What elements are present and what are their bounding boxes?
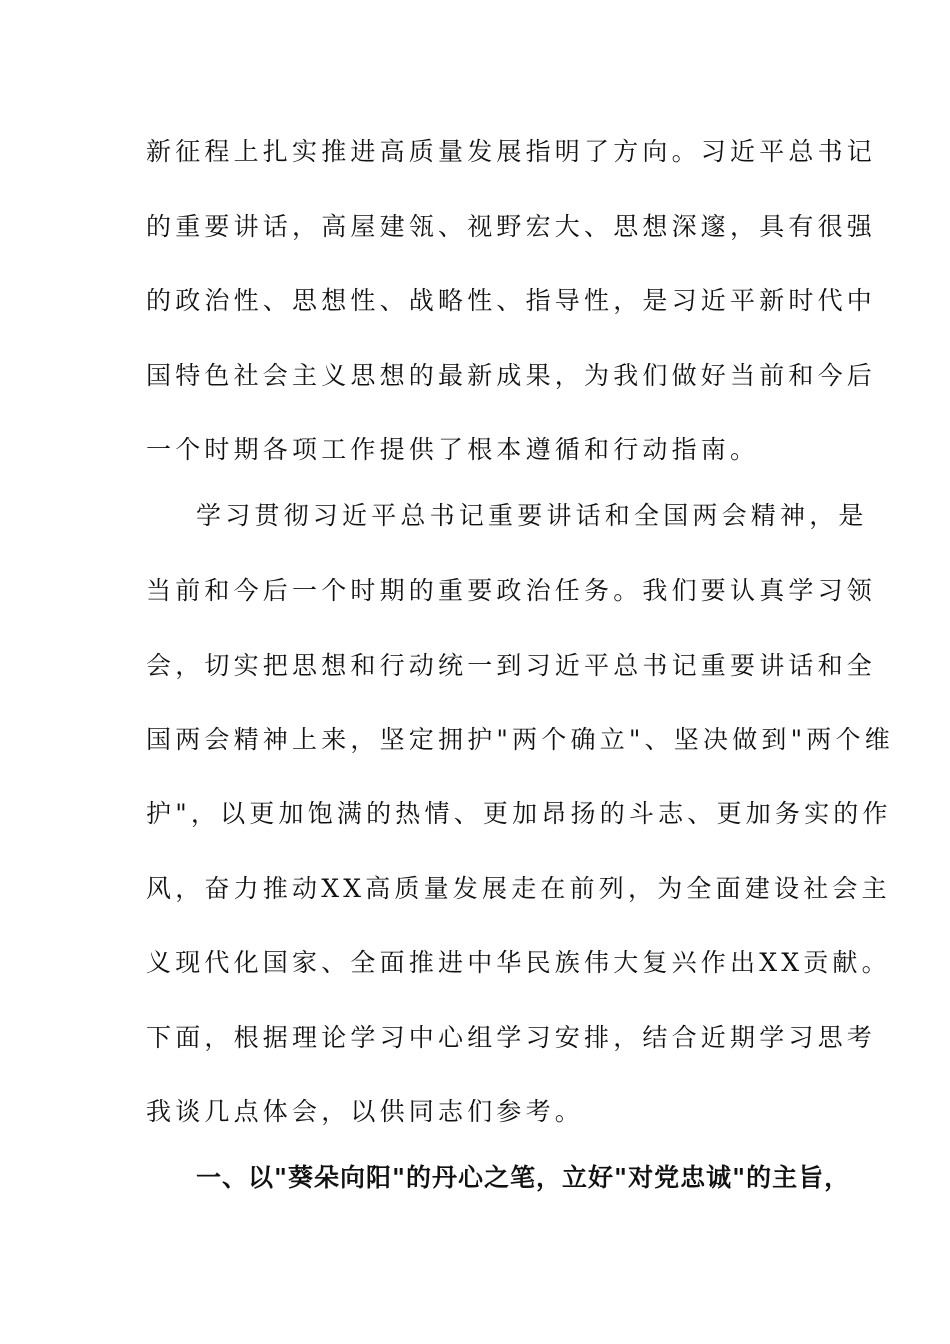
section-heading: 一、以"葵朵向阳"的丹心之笔，立好"对党忠诚"的主旨， bbox=[196, 1163, 851, 1192]
paragraph-first-line: 学习贯彻习近平总书记重要讲话和全国两会精神，是 bbox=[196, 501, 868, 530]
body-line: 国特色社会主义思想的最新成果，为我们做好当前和今后 bbox=[146, 361, 877, 390]
body-line: 新征程上扎实推进高质量发展指明了方向。习近平总书记 bbox=[146, 137, 877, 166]
body-line: 会，切实把思想和行动统一到习近平总书记重要讲话和全 bbox=[146, 651, 877, 680]
body-line: 国两会精神上来，坚定拥护"两个确立"、坚决做到"两个维 bbox=[146, 725, 894, 754]
body-line: 一个时期各项工作提供了根本遵循和行动指南。 bbox=[146, 435, 760, 464]
body-line: 护"，以更加饱满的热情、更加昂扬的斗志、更加务实的作 bbox=[146, 799, 892, 828]
body-line: 的重要讲话，高屋建瓴、视野宏大、思想深邃，具有很强 bbox=[146, 212, 877, 241]
body-line: 下面，根据理论学习中心组学习安排，结合近期学习思考 bbox=[146, 1023, 877, 1052]
body-line: 风，奋力推动XX高质量发展走在前列，为全面建设社会主 bbox=[146, 874, 891, 903]
body-line: 当前和今后一个时期的重要政治任务。我们要认真学习领 bbox=[146, 576, 877, 605]
body-line: 的政治性、思想性、战略性、指导性，是习近平新时代中 bbox=[146, 286, 877, 315]
body-line: 我谈几点体会，以供同志们参考。 bbox=[146, 1097, 585, 1126]
body-line: 义现代化国家、全面推进中华民族伟大复兴作出XX贡献。 bbox=[146, 948, 891, 977]
